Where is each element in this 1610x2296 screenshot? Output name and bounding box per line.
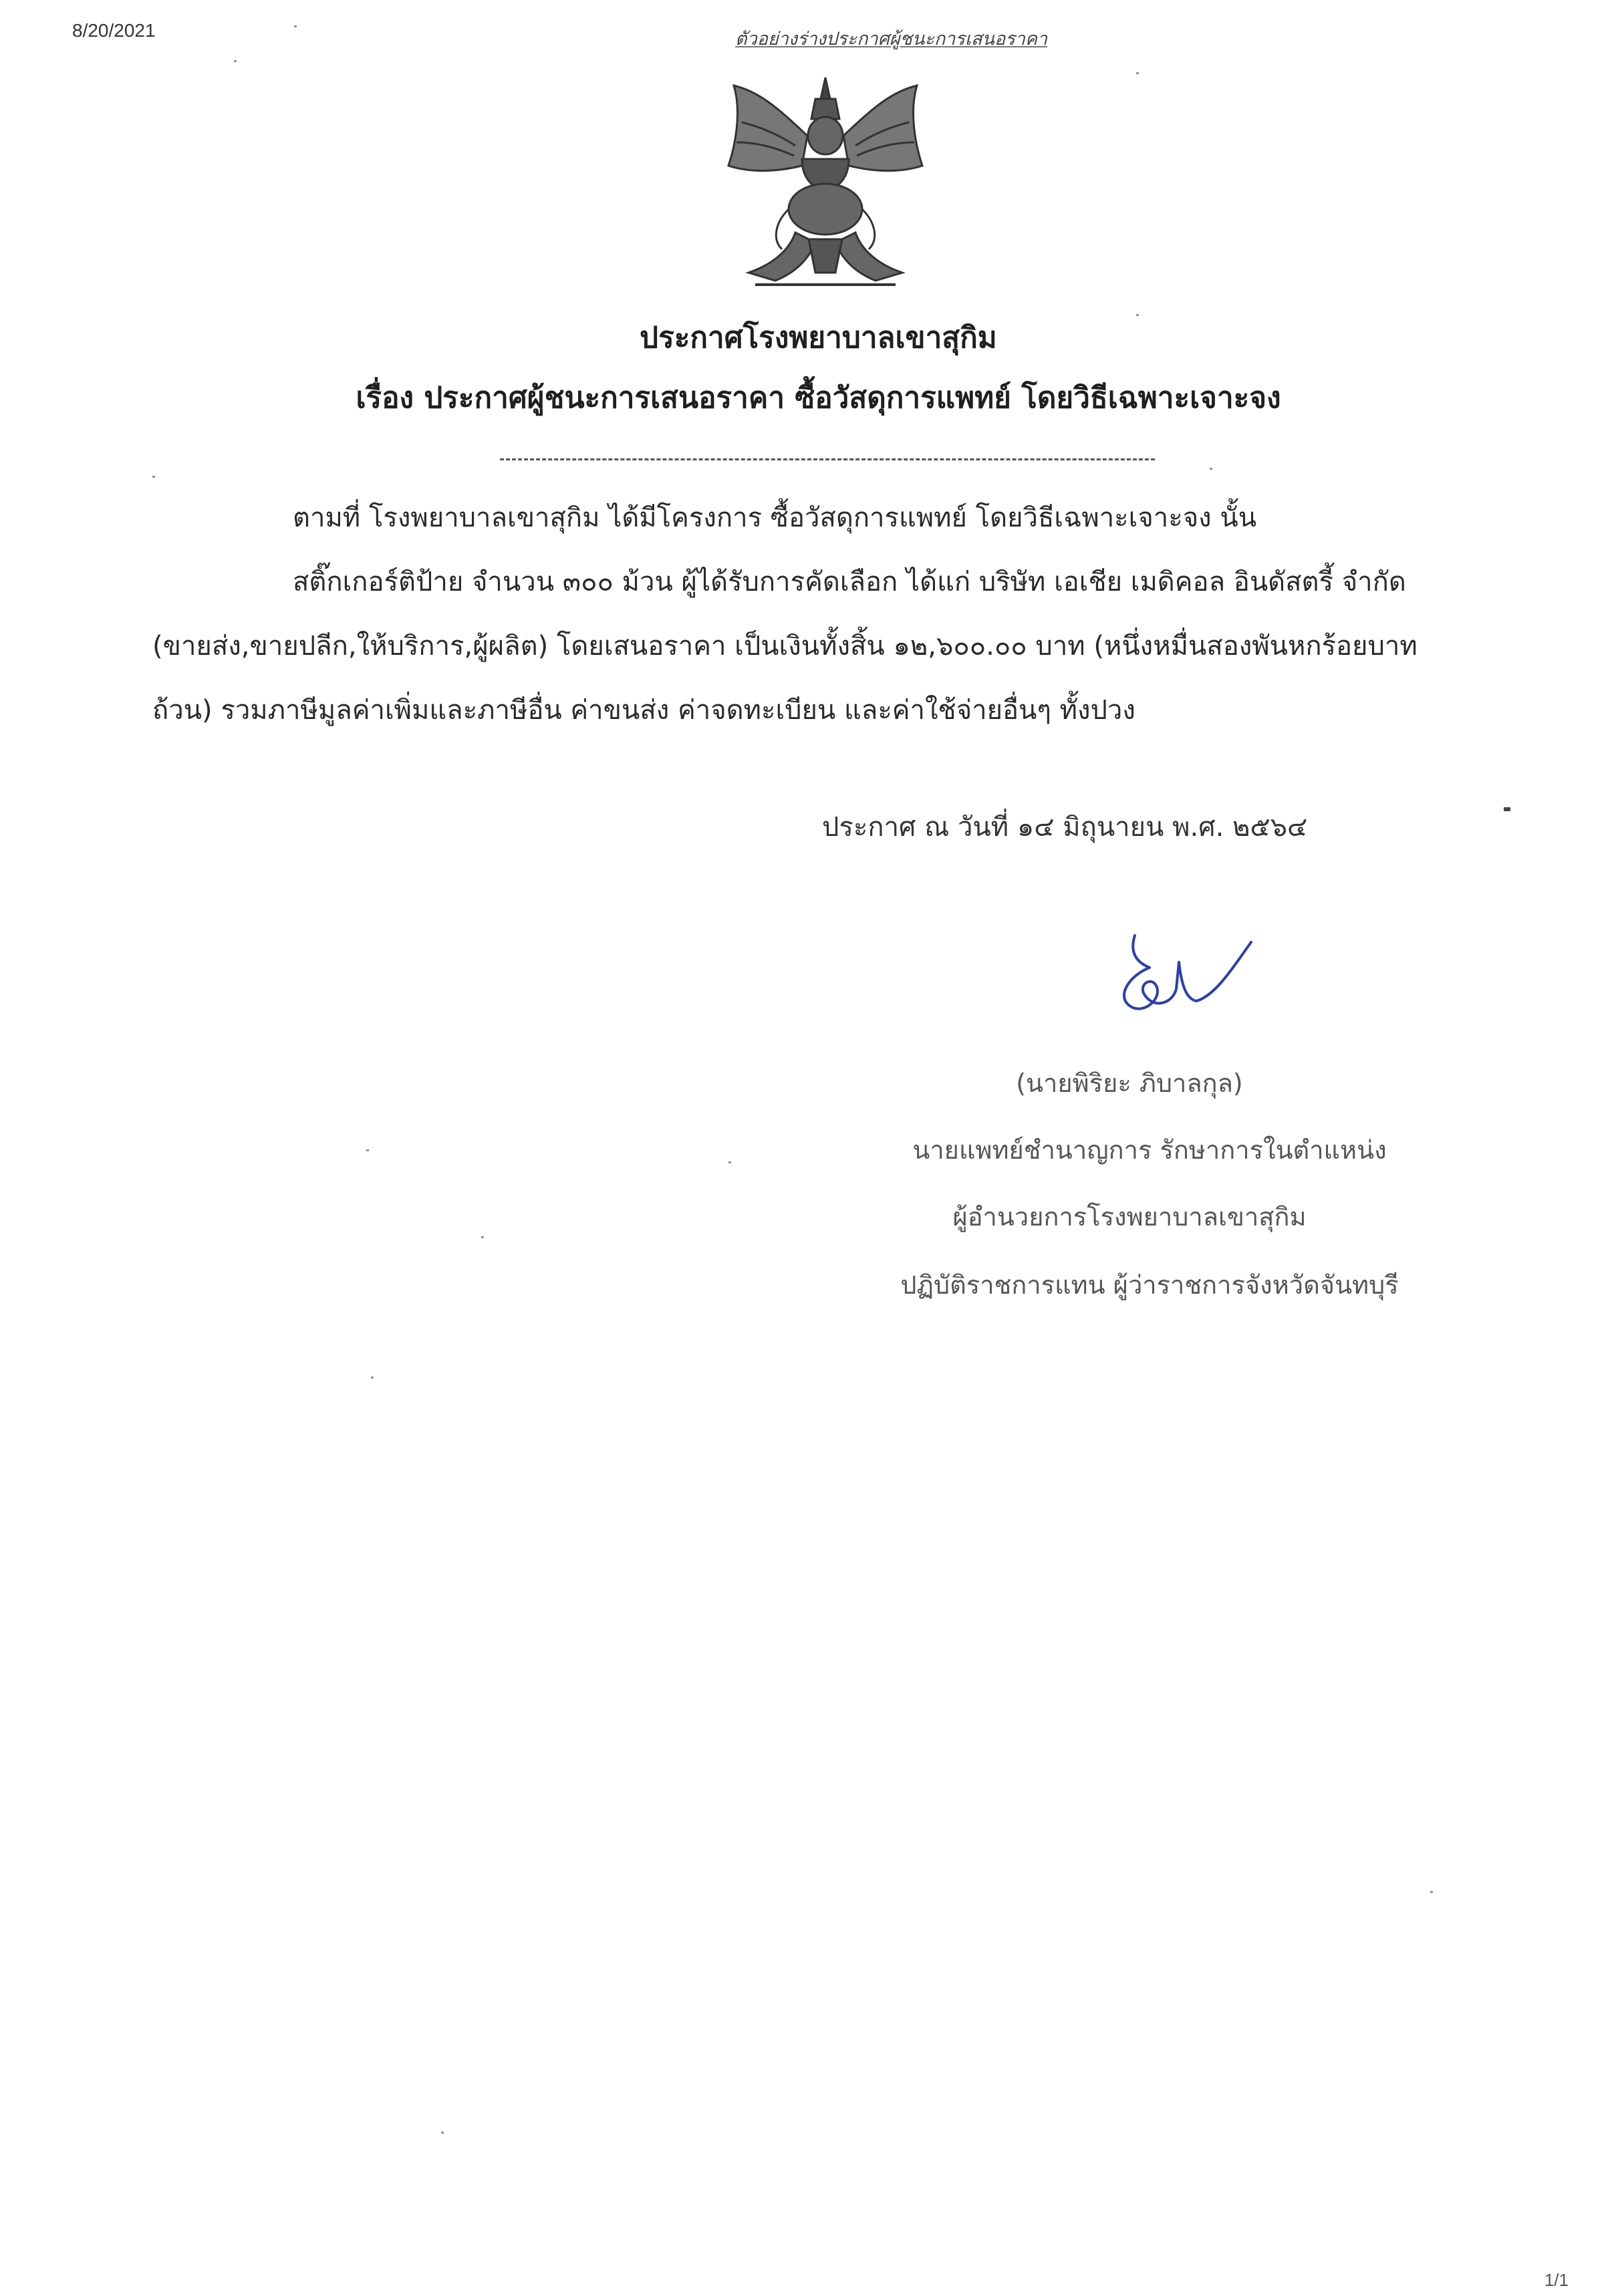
- scan-speck: [441, 2132, 444, 2134]
- document-heading: ประกาศโรงพยาบาลเขาสุกิม: [640, 321, 997, 355]
- scan-speck: [1136, 72, 1139, 74]
- scan-speck: [366, 1149, 369, 1151]
- signatory-position: นายแพทย์ชำนาญการ รักษาการในตำแหน่ง: [912, 1135, 1387, 1165]
- print-date: 8/20/2021: [72, 20, 156, 41]
- body-line: (ขายส่ง,ขายปลีก,ให้บริการ,ผู้ผลิต) โดยเสนอราคา เป็นเงินทั้งสิ้น ๑๒,๖๐๐.๐๐ บาท (หนึ่งหมื่นสองพันหกร้อยบาท: [152, 631, 1418, 662]
- scan-speck: [1504, 807, 1510, 811]
- signatory-position: ผู้อำนวยการโรงพยาบาลเขาสุกิม: [952, 1202, 1307, 1232]
- body-line: สติ๊กเกอร์ติป้าย จำนวน ๓๐๐ ม้วน ผู้ได้รับการคัดเลือก ได้แก่ บริษัท เอเชีย เมดิคอล อินดัสตรี้ จำกัด: [293, 567, 1406, 597]
- scan-speck: [152, 476, 155, 478]
- scan-speck: [728, 1161, 731, 1163]
- scan-speck: [371, 1377, 374, 1379]
- scan-speck: [1210, 468, 1212, 470]
- print-header-title: ตัวอย่างร่างประกาศผู้ชนะการเสนอราคา: [735, 29, 1048, 49]
- signatory-position: ปฏิบัติราชการแทน ผู้ว่าราชการจังหวัดจันทบุรี: [900, 1270, 1399, 1300]
- scan-speck: [481, 1236, 484, 1238]
- scan-speck: [234, 60, 237, 62]
- scan-speck: [1430, 1891, 1433, 1893]
- garuda-emblem-icon: [715, 72, 936, 299]
- scan-speck: [1136, 314, 1139, 316]
- handwritten-signature: [1109, 922, 1256, 1036]
- divider-rule: [500, 458, 1155, 460]
- print-page-number: 1/1: [1544, 2270, 1569, 2290]
- document-subject: เรื่อง ประกาศผู้ชนะการเสนอราคา ซื้อวัสดุการแพทย์ โดยวิธีเฉพาะเจาะจง: [356, 381, 1281, 415]
- body-line: ตามที่ โรงพยาบาลเขาสุกิม ได้มีโครงการ ซื้อวัสดุการแพทย์ โดยวิธีเฉพาะเจาะจง นั้น: [293, 503, 1257, 533]
- announce-date: ประกาศ ณ วันที่ ๑๔ มิถุนายน พ.ศ. ๒๕๖๔: [822, 812, 1308, 843]
- signatory-name: (นายพิริยะ ภิบาลกุล): [1016, 1068, 1243, 1098]
- scan-speck: [294, 25, 297, 27]
- body-line: ถ้วน) รวมภาษีมูลค่าเพิ่มและภาษีอื่น ค่าขนส่ง ค่าจดทะเบียน และค่าใช้จ่ายอื่นๆ ทั้งปวง: [152, 695, 1135, 726]
